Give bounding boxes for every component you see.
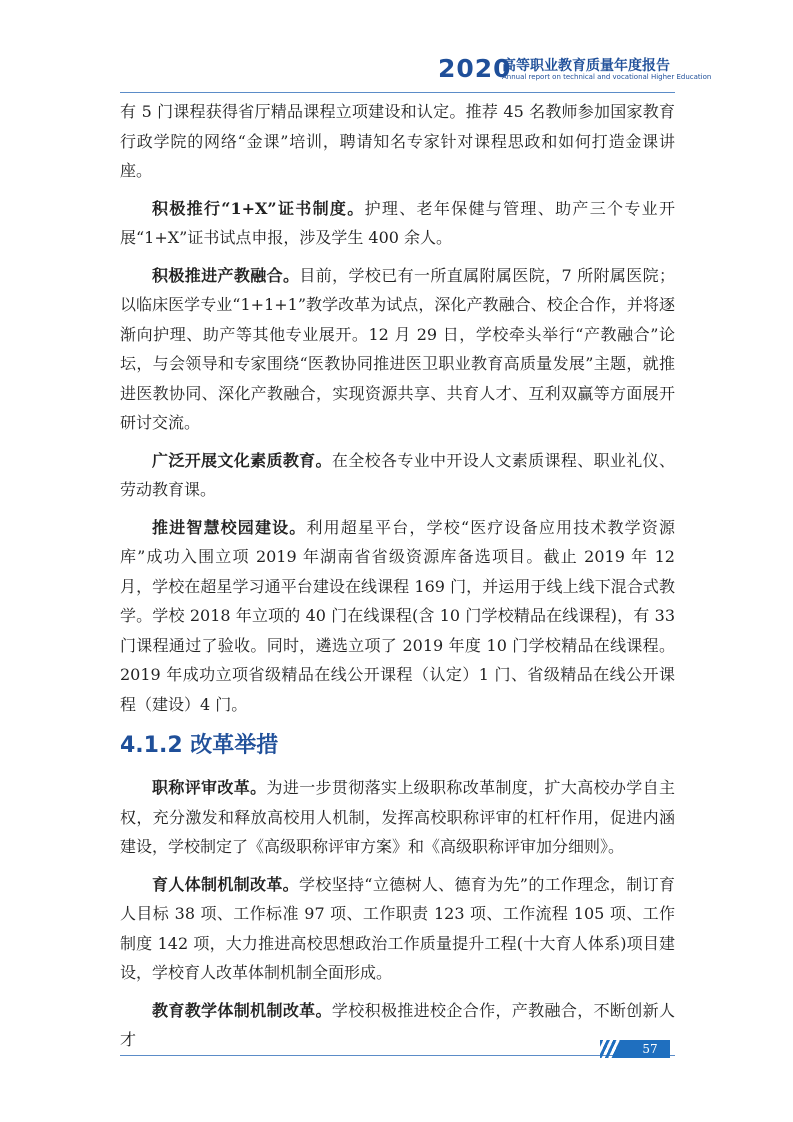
paragraph bbox=[120, 446, 675, 505]
paragraph bbox=[120, 261, 675, 438]
paragraph bbox=[120, 97, 675, 186]
header-subtitle: Annual report on technical and vocational Higher Education bbox=[502, 73, 712, 81]
paragraph bbox=[120, 996, 675, 1055]
document-body bbox=[120, 97, 675, 1063]
paragraph-lead: 职称评审改革。 bbox=[152, 778, 267, 797]
paragraph bbox=[120, 773, 675, 862]
header-year: 2020 bbox=[438, 54, 512, 83]
header-title: 高等职业教育质量年度报告 bbox=[502, 58, 670, 74]
paragraph bbox=[120, 870, 675, 988]
paragraph-lead: 积极推进产教融合。 bbox=[152, 265, 300, 285]
paragraph-text: 为进一步贯彻落实上级职称改革制度，扩大高校办学自主权，充分激发和释放高校用人机制，发挥高校职称评审的杠杆作用，促进内涵建设，学校制定了《高级职称评审方案》和《高级职称评审加分细则》。 bbox=[120, 778, 675, 856]
paragraph-text: 学校坚持“立德树人、德育为先”的工作理念，制订育人目标 38 项、工作标准 97 项、工作职责 123 项、工作流程 105 项、工作制度 142 项，大力推进高校思想政治工作质量提升工程(十大育人体系)项目建设，学校育人改革体制机制全面形成。 bbox=[120, 874, 675, 982]
page-number: 57 bbox=[642, 1042, 658, 1056]
paragraph-text: 目前，学校已有一所直属附属医院，7 所附属医院；以临床医学专业“1+1+1”教学改革为试点，深化产教融合、校企合作，并将逐渐向护理、助产等其他专业展开。12 月 29 日，学校牵头举行“产教融合”论坛，与会领导和专家围绕“医教协同推进医卫职业教育高质量发展”主题，就推进医教协同、深化产教融合，实现资源共享、共育人才、互利双赢等方面展开研讨交流。 bbox=[120, 265, 675, 432]
footer-divider bbox=[120, 1055, 675, 1056]
paragraph-text: 学校积极推进校企合作，产教融合，不断创新人才 bbox=[120, 1000, 675, 1049]
header-divider bbox=[120, 92, 675, 93]
paragraph-text: 利用超星平台，学校“医疗设备应用技术教学资源库”成功入围立项 2019 年湖南省省级资源库备选项目。截止 2019 年 12 月，学校在超星学习通平台建设在线课程 169 门，并运用于线上线下混合式教学。学校 2018 年立项的 40 门在线课程(含 10 门学校精品在线课程)，有 33 门课程通过了验收。同时，遴选立项了 2019 年度 10 门学校精品在线课程。2019 年成功立项省级精品在线公开课程（认定）1 门、省级精品在线公开课程（建设）4 门。 bbox=[120, 517, 675, 714]
paragraph-lead: 积极推行“1+X”证书制度。 bbox=[152, 198, 365, 218]
paragraph-text: 护理、老年保健与管理、助产三个专业开展“1+X”证书试点申报，涉及学生 400 余人。 bbox=[120, 198, 675, 247]
paragraph-lead: 教育教学体制机制改革。 bbox=[152, 1000, 332, 1020]
paragraph-lead: 广泛开展文化素质教育。 bbox=[152, 450, 332, 470]
paragraph-text: 有 5 门课程获得省厅精品课程立项建设和认定。推荐 45 名教师参加国家教育行政学院的网络“金课”培训，聘请知名专家针对课程思政和如何打造金课讲座。 bbox=[120, 102, 675, 180]
page-header bbox=[0, 0, 793, 90]
paragraph-lead: 育人体制机制改革。 bbox=[152, 874, 299, 894]
paragraph bbox=[120, 194, 675, 253]
paragraph-text: 在全校各专业中开设人文素质课程、职业礼仪、劳动教育课。 bbox=[120, 450, 675, 499]
paragraph-lead: 推进智慧校园建设。 bbox=[152, 517, 307, 537]
section-heading: 4.1.2 改革举措 bbox=[120, 733, 279, 758]
paragraph bbox=[120, 513, 675, 720]
